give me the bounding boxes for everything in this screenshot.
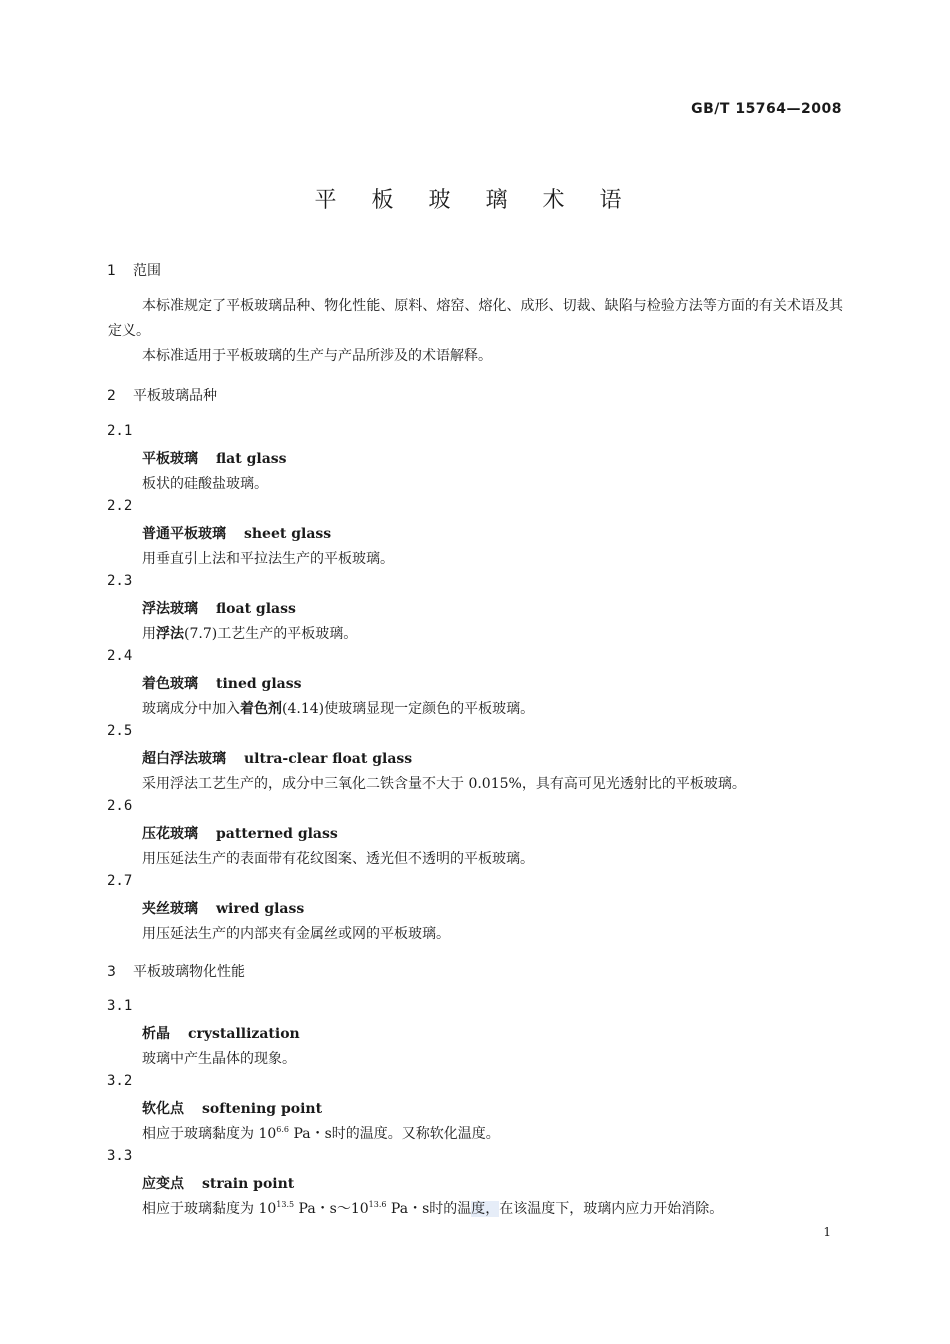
section-3-heading <box>107 961 245 981</box>
section-title: 平板玻璃物化性能 <box>133 964 245 980</box>
term <box>142 823 338 843</box>
page-number: 1 <box>823 1225 831 1239</box>
scope-paragraph-1: 本标准规定了平板玻璃品种、物化性能、原料、熔窑、熔化、成形、切裁、缺陷与检验方法等方面的有关术语及其定义。 <box>108 298 843 339</box>
definition: 相应于玻璃黏度为 $10^{13.5}$ Pa・$s\sim 10^{13.6}$ Pa・s时的温度，在该温度下，玻璃内应力开始消除。 <box>142 1200 724 1217</box>
term <box>142 1098 322 1118</box>
term-en: flat glass <box>216 451 287 467</box>
term-en: patterned glass <box>216 826 338 842</box>
section-number: 3 <box>107 964 116 980</box>
term-en: sheet glass <box>244 526 332 542</box>
term <box>142 748 412 768</box>
clause-number: 3.1 <box>107 998 133 1014</box>
term <box>142 1023 300 1043</box>
definition: 板状的硅酸盐玻璃。 <box>142 476 268 492</box>
term-zh: 软化点 <box>142 1101 184 1117</box>
section-number: 1 <box>107 263 116 279</box>
section-title: 平板玻璃品种 <box>133 388 217 404</box>
term-en: crystallization <box>188 1026 300 1042</box>
term-en: softening point <box>202 1101 323 1117</box>
term <box>142 598 296 618</box>
term-en: ultra-clear float glass <box>244 751 413 767</box>
text-selection-highlight[interactable]: 度， <box>471 1201 500 1217</box>
clause-number: 2.3 <box>107 573 133 589</box>
standard-code: GB/T 15764—2008 <box>691 101 842 117</box>
term-zh: 平板玻璃 <box>142 451 198 467</box>
term-zh: 应变点 <box>142 1176 184 1192</box>
definition: 用浮法(7.7)工艺生产的平板玻璃。 <box>142 626 358 642</box>
section-1-heading <box>107 260 161 280</box>
section-2-heading <box>107 385 217 405</box>
clause-number: 2.7 <box>107 873 133 889</box>
clause-number: 3.2 <box>107 1073 133 1089</box>
clause-number: 2.4 <box>107 648 133 664</box>
term-zh: 普通平板玻璃 <box>142 526 226 542</box>
term <box>142 898 304 918</box>
document-title: 平 板 玻 璃 术 语 <box>314 188 636 213</box>
term-zh: 着色玻璃 <box>142 676 198 692</box>
term-en: wired glass <box>216 901 305 917</box>
definition: 用垂直引上法和平拉法生产的平板玻璃。 <box>142 551 394 567</box>
exponent: 13.5 <box>276 1200 295 1209</box>
term-zh: 压花玻璃 <box>142 826 198 842</box>
term <box>142 1173 294 1193</box>
clause-number: 2.1 <box>107 423 133 439</box>
term-zh: 浮法玻璃 <box>142 601 198 617</box>
definition: 用压延法生产的表面带有花纹图案、透光但不透明的平板玻璃。 <box>142 851 534 867</box>
term-zh: 夹丝玻璃 <box>142 901 198 917</box>
term-en: strain point <box>202 1176 295 1192</box>
term-zh: 超白浮法玻璃 <box>142 751 226 767</box>
cross-ref-term: 浮法 <box>156 626 184 642</box>
term <box>142 523 331 543</box>
clause-number: 2.2 <box>107 498 133 514</box>
exponent: 13.6 <box>368 1200 387 1209</box>
definition: 相应于玻璃黏度为 $10^{6.6}$ Pa・s时的温度。又称软化温度。 <box>142 1125 500 1142</box>
clause-number: 2.5 <box>107 723 133 739</box>
clause-number: 3.3 <box>107 1148 133 1164</box>
term-zh: 析晶 <box>142 1026 170 1042</box>
term <box>142 448 287 468</box>
term-en: tined glass <box>216 676 302 692</box>
term-en: float glass <box>216 601 296 617</box>
scope-paragraph-2: 本标准适用于平板玻璃的生产与产品所涉及的术语解释。 <box>142 348 492 364</box>
definition: 用压延法生产的内部夹有金属丝或网的平板玻璃。 <box>142 926 450 942</box>
section-number: 2 <box>107 388 116 404</box>
exponent: 6.6 <box>276 1125 289 1134</box>
definition: 玻璃成分中加入着色剂(4.14)使玻璃显现一定颜色的平板玻璃。 <box>142 701 535 717</box>
definition: 采用浮法工艺生产的，成分中三氧化二铁含量不大于 0.015%，具有高可见光透射比的平板玻璃。 <box>142 776 746 792</box>
clause-number: 2.6 <box>107 798 133 814</box>
term <box>142 673 301 693</box>
section-title: 范围 <box>133 263 161 279</box>
cross-ref-term: 着色剂 <box>240 701 282 717</box>
definition: 玻璃中产生晶体的现象。 <box>142 1051 296 1067</box>
